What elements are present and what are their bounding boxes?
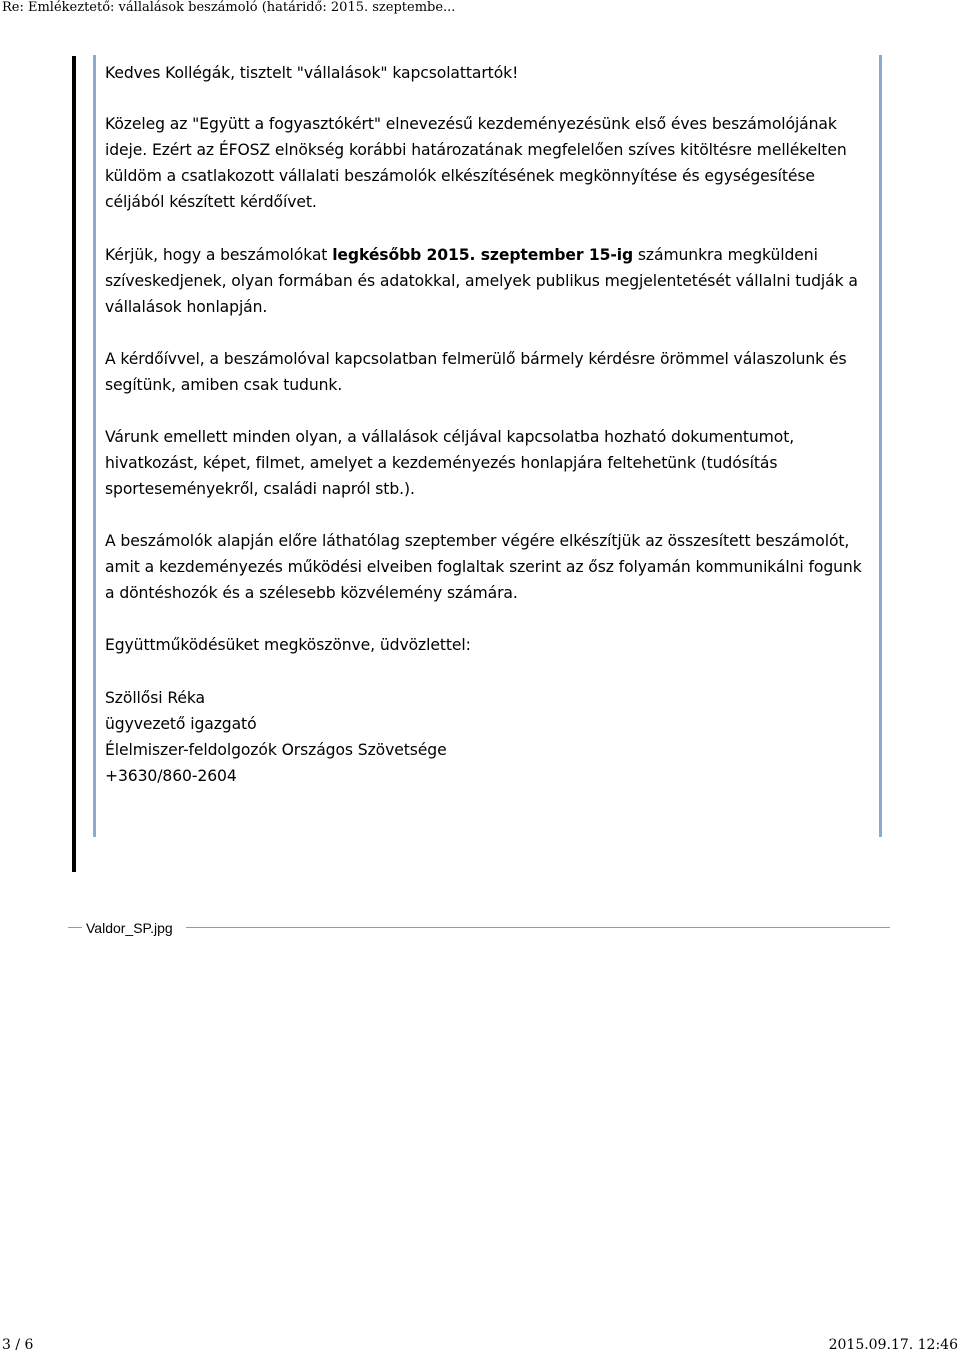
print-header-title: Re: Emlékeztető: vállalások beszámoló (határidő: 2015. szeptembe... — [2, 0, 456, 15]
deadline-text-before: Kérjük, hogy a beszámolókat — [105, 246, 333, 264]
attachment-row — [68, 918, 890, 940]
quote-bar-inner — [93, 55, 96, 837]
closing-line: Együttműködésüket megköszönve, üdvözlettel: — [105, 636, 471, 654]
email-body — [105, 60, 875, 789]
attachment-rule-right — [186, 927, 890, 928]
attachment-filename[interactable]: Valdor_SP.jpg — [86, 920, 173, 936]
print-datetime: 2015.09.17. 12:46 — [828, 1337, 958, 1353]
paragraph-materials: Várunk emellett minden olyan, a vállalások céljával kapcsolatba hozható dokumentumot, hivatkozást, képet, filmet, amelyet a kezdeményezés honlapjára feltehetünk (tudósítás sporteseményekről, családi napról stb.). — [105, 428, 795, 498]
quote-bar-right — [879, 55, 882, 837]
signature-organization: Élelmiszer-feldolgozók Országos Szövetsége — [105, 741, 447, 759]
page-number: 3 / 6 — [2, 1337, 34, 1353]
signature-role: ügyvezető igazgató — [105, 715, 257, 733]
signature-phone: +3630/860-2604 — [105, 767, 237, 785]
paragraph-summary: A beszámolók alapján előre láthatólag szeptember végére elkészítjük az összesített beszámolót, amit a kezdeményezés működési elveiben foglaltak szerint az ősz folyamán kommunikálni fogunk a döntéshozók és a szélesebb közvélemény számára. — [105, 532, 862, 602]
signature-name: Szöllősi Réka — [105, 689, 205, 707]
deadline-bold: legkésőbb 2015. szeptember 15-ig — [332, 246, 634, 264]
paragraph-deadline — [105, 242, 875, 320]
attachment-rule-left — [68, 927, 82, 928]
greeting-line: Kedves Kollégák, tisztelt "vállalások" kapcsolattartók! — [105, 64, 519, 82]
signature-block — [105, 685, 875, 789]
paragraph-questions: A kérdőívvel, a beszámolóval kapcsolatban felmerülő bármely kérdésre örömmel válaszolunk és segítünk, amiben csak tudunk. — [105, 350, 847, 394]
quote-bar-outer — [72, 56, 76, 872]
deadline-text-after: számunkra megküldeni szíveskedjenek, olyan formában és adatokkal, amelyek publikus megjelentetését vállalni tudják a vállalások honlapján. — [105, 246, 858, 316]
paragraph-intro: Közeleg az "Együtt a fogyasztókért" elnevezésű kezdeményezésünk első éves beszámolójának ideje. Ezért az ÉFOSZ elnökség korábbi határozatának megfelelően szíves kitöltésre mellékelten küldöm a csatlakozott vállalati beszámolók elkészítésének megkönnyítése és egységesítése céljából készített kérdőívet. — [105, 115, 847, 211]
